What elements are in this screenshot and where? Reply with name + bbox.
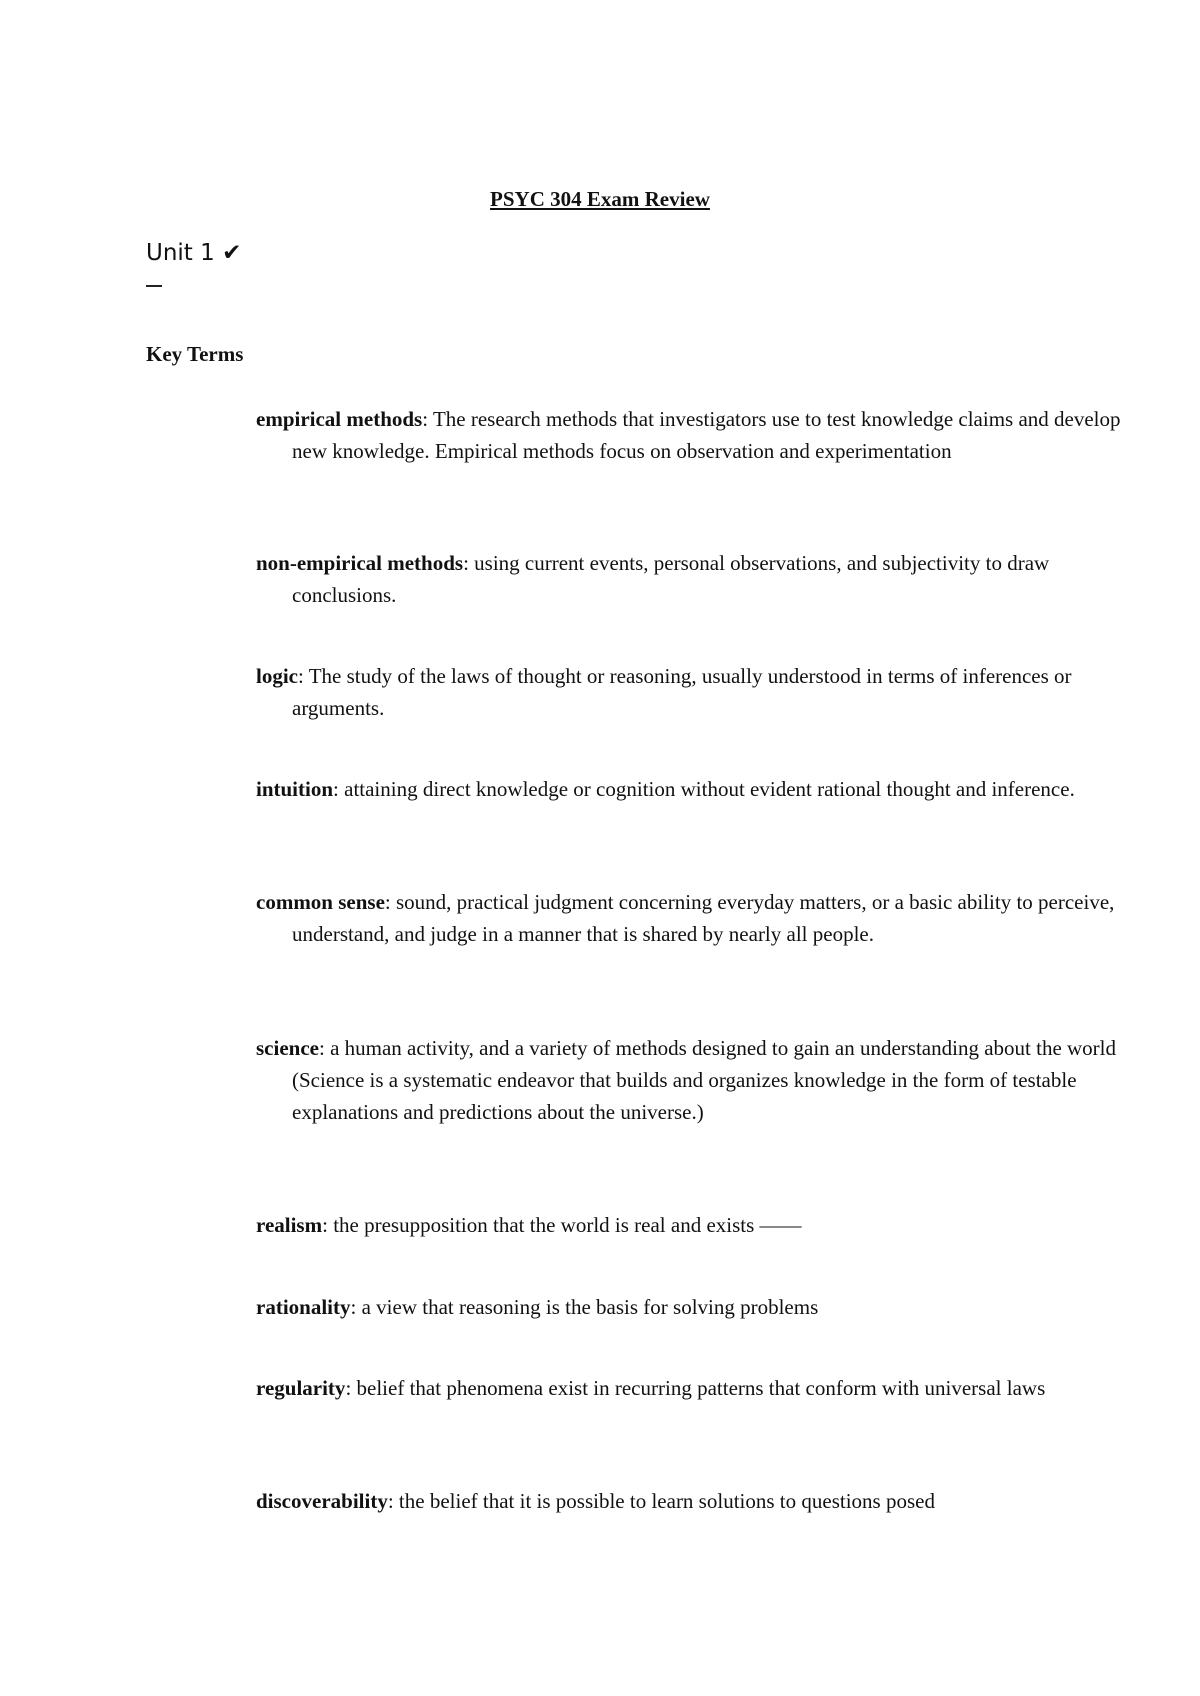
term-entry-regularity <box>256 1372 1122 1404</box>
term-definition: The study of the laws of thought or reasoning, usually understood in terms of inferences or arguments. <box>292 664 1072 720</box>
term-name: intuition <box>256 777 334 801</box>
term-name: logic <box>256 664 298 688</box>
term-entry-common-sense <box>256 886 1122 950</box>
term-entry-discoverability <box>256 1485 1122 1517</box>
term-separator: : <box>463 551 475 575</box>
term-name: rationality <box>256 1295 351 1319</box>
term-name: regularity <box>256 1376 346 1400</box>
term-entry-non-empirical-methods <box>256 547 1122 611</box>
term-name: realism <box>256 1213 323 1237</box>
term-entry-rationality <box>256 1291 1122 1323</box>
term-separator: : <box>318 1036 331 1060</box>
term-separator: : <box>422 407 433 431</box>
term-definition: the belief that it is possible to learn solutions to questions posed <box>398 1489 935 1513</box>
term-separator: : <box>384 890 396 914</box>
term-separator: : <box>345 1376 357 1400</box>
term-entry-realism <box>256 1209 1122 1241</box>
document-title: PSYC 304 Exam Review <box>490 187 710 211</box>
term-entry-empirical-methods <box>256 403 1122 467</box>
term-separator: : <box>350 1295 362 1319</box>
term-separator: : <box>333 777 345 801</box>
term-separator: : <box>298 664 309 688</box>
term-separator: : <box>387 1489 399 1513</box>
term-definition: The research methods that investigators use to test knowledge claims and develop new knowledge. Empirical methods focus on observation and experimentation <box>292 407 1121 463</box>
term-definition: sound, practical judgment concerning everyday matters, or a basic ability to perceive, understand, and judge in a manner that is shared by nearly all people. <box>292 890 1115 946</box>
term-name: empirical methods <box>256 407 423 431</box>
term-definition: a human activity, and a variety of methods designed to gain an understanding about the world (Science is a systematic endeavor that builds and organizes knowledge in the form of testable explanations and predictions about the universe.) <box>292 1036 1117 1124</box>
term-definition: a view that reasoning is the basis for solving problems <box>361 1295 819 1319</box>
term-entry-logic <box>256 660 1122 724</box>
unit-divider <box>146 285 162 287</box>
term-definition: the presupposition that the world is real and exists —— <box>333 1213 802 1237</box>
term-name: non-empirical methods <box>256 551 464 575</box>
term-entry-intuition <box>256 773 1122 805</box>
term-definition: belief that phenomena exist in recurring patterns that conform with universal laws <box>356 1376 1046 1400</box>
checkmark-icon: ✔ <box>222 240 242 266</box>
term-name: discoverability <box>256 1489 388 1513</box>
term-definition: using current events, personal observations, and subjectivity to draw conclusions. <box>292 551 1050 607</box>
section-heading: Key Terms <box>146 342 244 366</box>
term-name: common sense <box>256 890 385 914</box>
unit-heading <box>146 238 241 268</box>
unit-label: Unit 1 <box>146 240 215 266</box>
term-separator: : <box>322 1213 334 1237</box>
term-entry-science <box>256 1032 1122 1128</box>
term-definition: attaining direct knowledge or cognition without evident rational thought and inference. <box>344 777 1075 801</box>
term-name: science <box>256 1036 319 1060</box>
